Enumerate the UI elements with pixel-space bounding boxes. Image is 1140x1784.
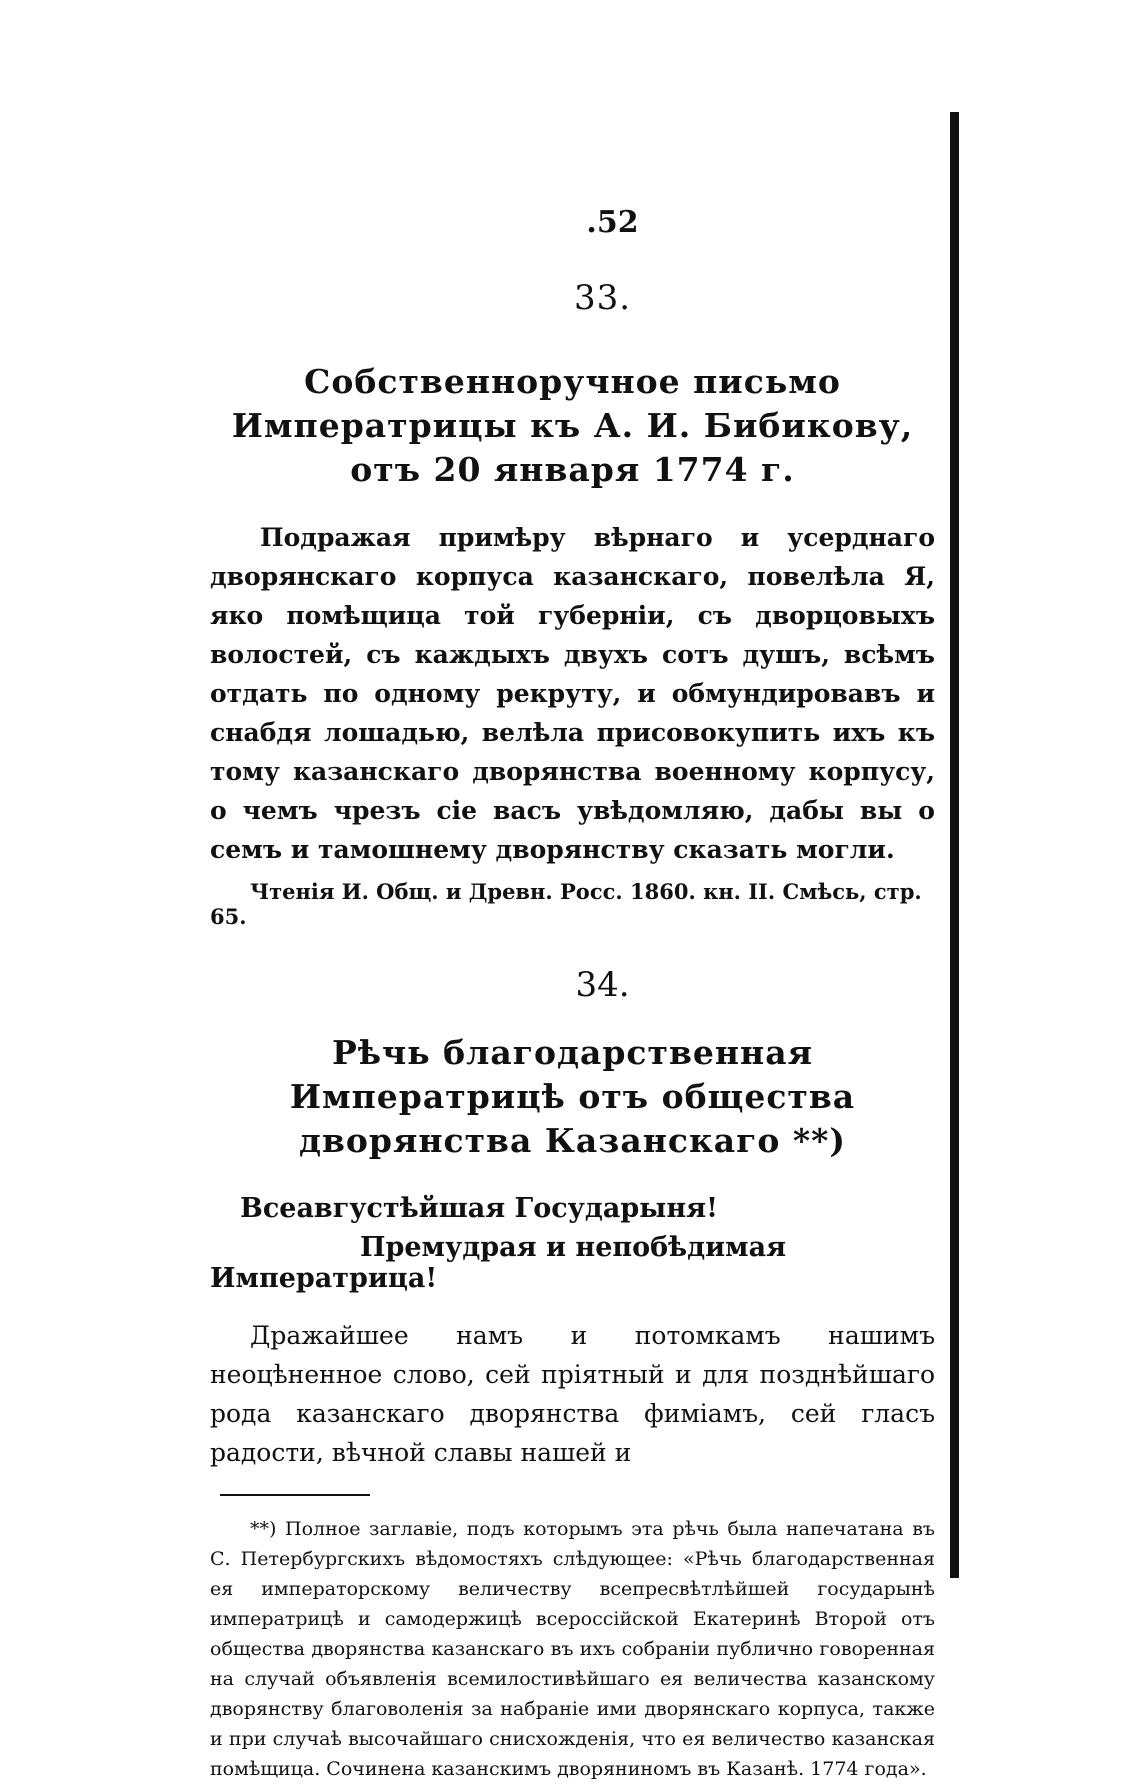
footnote: **) Полное заглавіе, подъ которымъ эта рѣчь была напечатана въ С. Петербургскихъ вѣдомостяхъ слѣдующее: «Рѣчь благодарственная ея императорскому величеству всепресвѣтлѣйшей государынѣ императрицѣ и самодержицѣ всероссійской Екатеринѣ Второй отъ общества дворянства казанскаго въ ихъ собраніи публично говоренная на случай объявленія всемилостивѣйшаго ея величества казанскому дворянству благоволенія за набраніе ими дворянскаго корпуса, также и при случаѣ высочайшаго снисхожденія, что ея величество казанская помѣщица. Сочинена казанскимъ дворяниномъ въ Казанѣ. 1774 года». xyxy=(210,1518,935,1780)
section-heading-33: Собственноручное письмо Императрицы къ А. И. Бибикову, отъ 20 января 1774 г. xyxy=(231,362,914,489)
section-body-34: Дражайшее намъ и потомкамъ нашимъ неоцѣненное слово, сей пріятный и для позднѣйшаго рода казанскаго дворянства фиміамъ, сей гласъ радости, вѣчной славы нашей и xyxy=(210,1321,935,1467)
address-line-1: Всеавгустѣйшая Государыня! xyxy=(240,1193,718,1224)
page-edge-bar xyxy=(950,112,959,1578)
page-content xyxy=(210,205,935,1784)
section-body-33: Подражая примѣру вѣрнаго и усерднаго дворянскаго корпуса казанскаго, повелѣла Я, яко помѣщица той губерніи, съ дворцовыхъ волостей, съ каждыхъ двухъ сотъ душъ, всѣмъ отдать по одному рекруту, и обмундировавъ и снабдя лошадью, велѣла присовокупить ихъ къ тому казанскаго дворянства военному корпусу, о чемъ чрезъ сіе васъ увѣдомляю, дабы вы о семъ и тамошнему дворянству сказать могли. xyxy=(210,523,935,864)
page-number: .52 xyxy=(586,205,639,240)
section-number-34: 34. xyxy=(575,965,630,1005)
section-number-33: 33. xyxy=(573,278,632,318)
section-heading-34: Рѣчь благодарственная Императрицѣ отъ общества дворянства Казанскаго **) xyxy=(289,1033,856,1160)
address-line-2: Премудрая и непобѣдимая Императрица! xyxy=(210,1232,787,1294)
footnote-divider xyxy=(220,1494,370,1496)
section-source-33: Чтенія И. Общ. и Древн. Росс. 1860. кн. II. Смѣсь, стр. 65. xyxy=(210,879,922,929)
